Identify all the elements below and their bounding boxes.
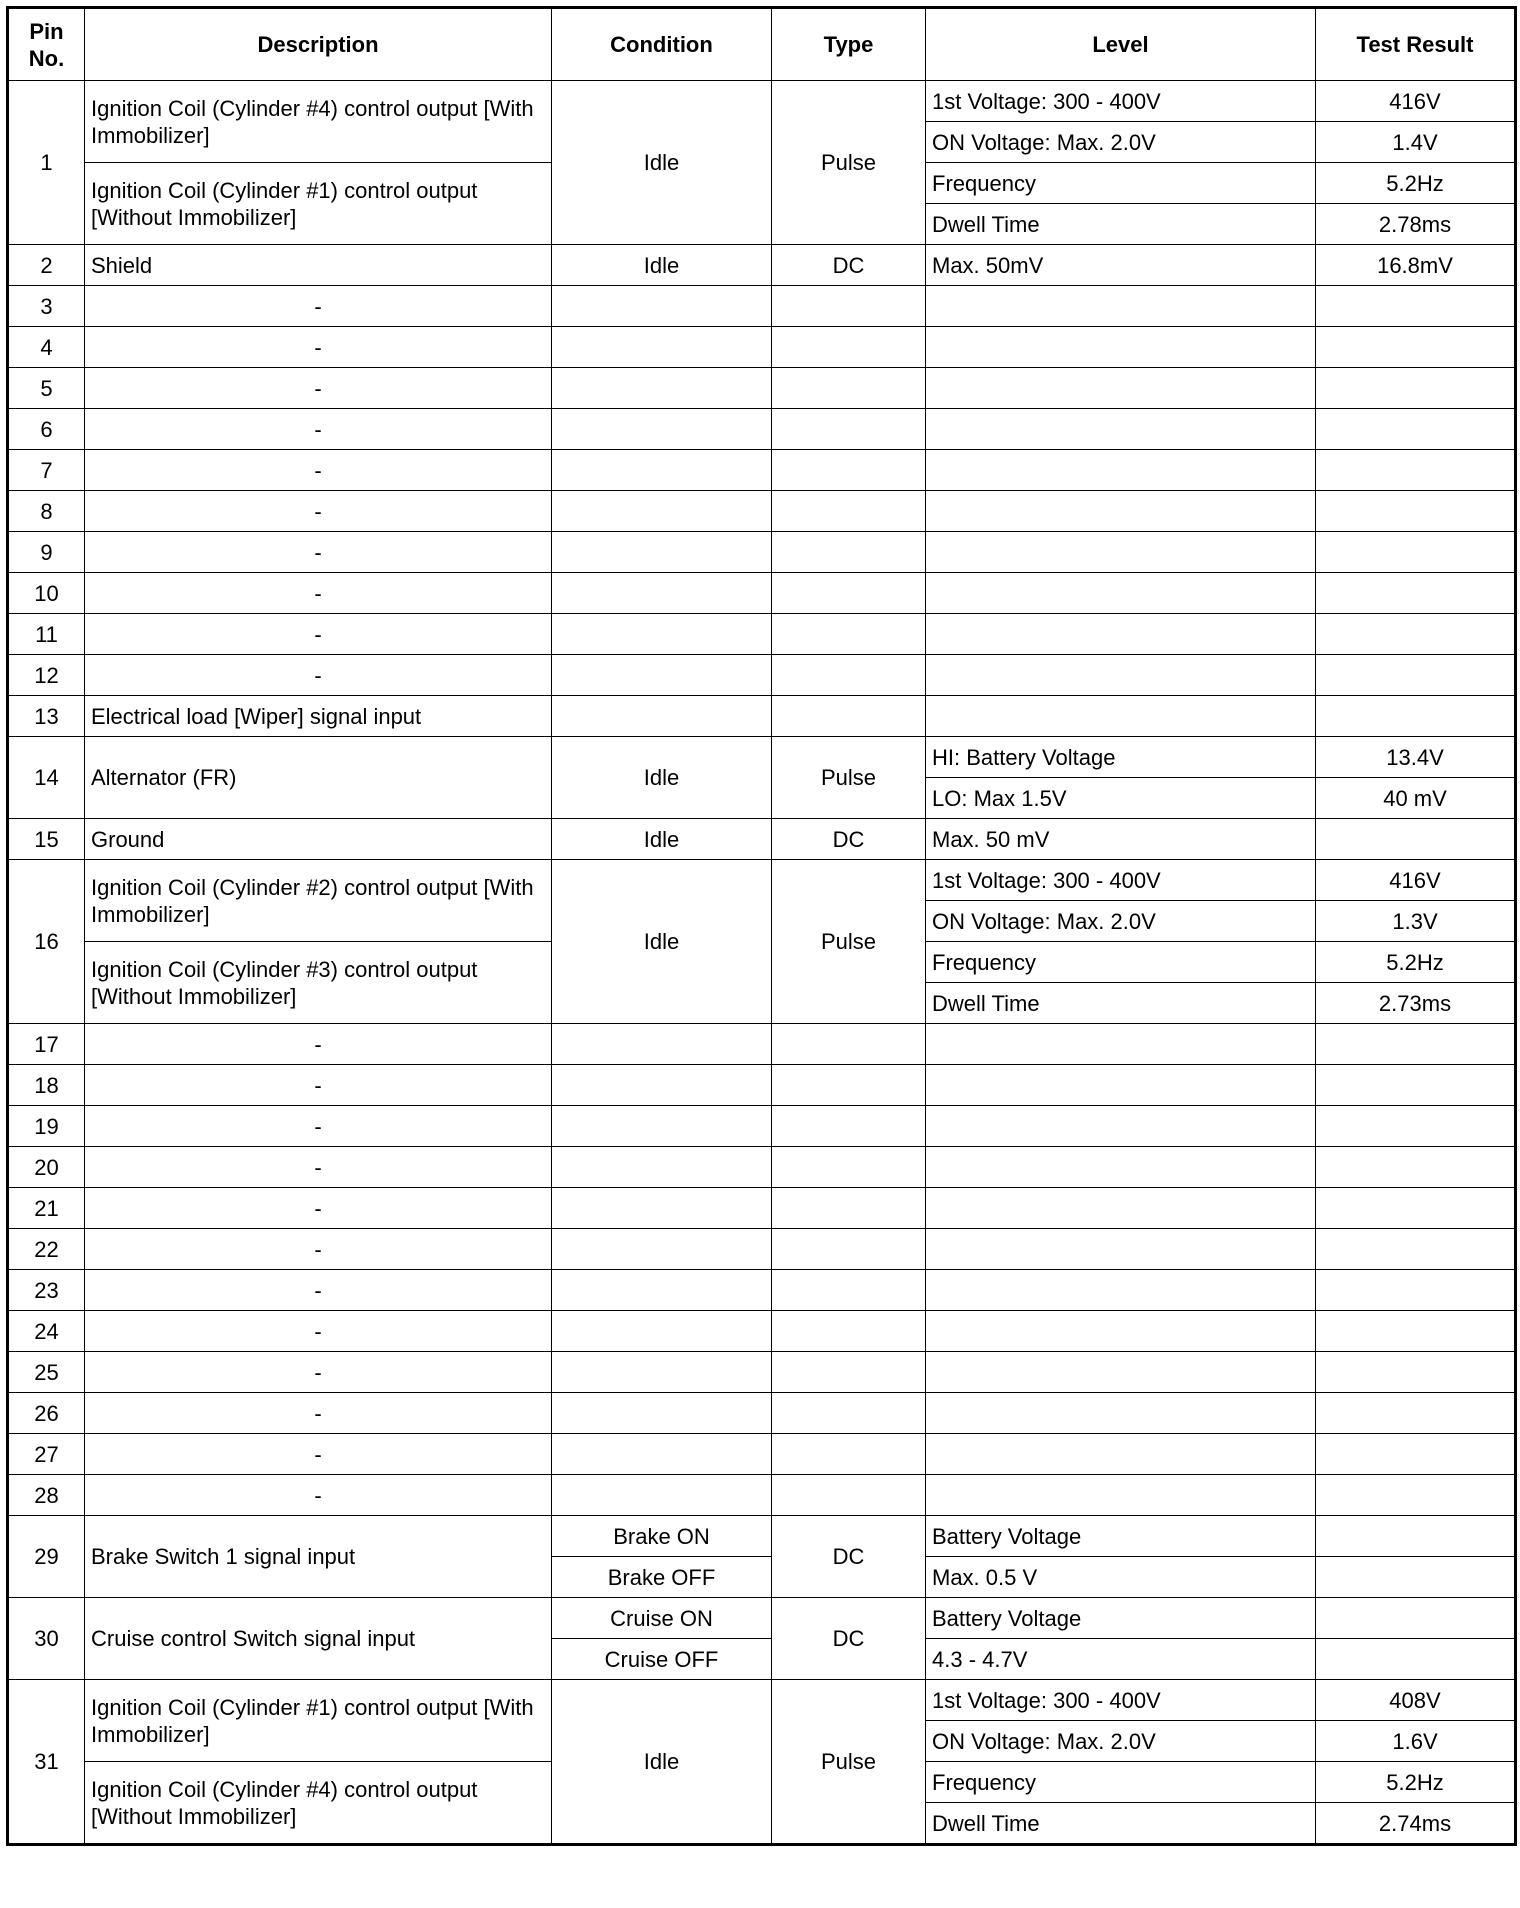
test-result (1316, 1229, 1516, 1270)
signal-type (772, 327, 926, 368)
description: - (85, 1475, 552, 1516)
level: Max. 50 mV (926, 819, 1316, 860)
level (926, 1311, 1316, 1352)
level (926, 696, 1316, 737)
description: - (85, 1106, 552, 1147)
test-result: 40 mV (1316, 778, 1516, 819)
test-result: 416V (1316, 860, 1516, 901)
table-row (8, 614, 1516, 655)
table-row (8, 327, 1516, 368)
pin-number: 18 (8, 1065, 85, 1106)
condition (552, 327, 772, 368)
signal-type (772, 696, 926, 737)
level: Frequency (926, 942, 1316, 983)
condition (552, 1311, 772, 1352)
signal-type (772, 1434, 926, 1475)
test-result (1316, 1516, 1516, 1557)
level: 4.3 - 4.7V (926, 1639, 1316, 1680)
table-row (8, 450, 1516, 491)
table-row (8, 1434, 1516, 1475)
level (926, 286, 1316, 327)
description: - (85, 409, 552, 450)
description: Ignition Coil (Cylinder #1) control output [With Immobilizer] (85, 1680, 552, 1762)
pin-number: 30 (8, 1598, 85, 1680)
test-result (1316, 1434, 1516, 1475)
pin-number: 3 (8, 286, 85, 327)
condition (552, 1270, 772, 1311)
level (926, 327, 1316, 368)
level (926, 1024, 1316, 1065)
level: Frequency (926, 1762, 1316, 1803)
test-result (1316, 1188, 1516, 1229)
level: 1st Voltage: 300 - 400V (926, 1680, 1316, 1721)
test-result (1316, 1065, 1516, 1106)
pin-number: 9 (8, 532, 85, 573)
table-row (8, 1393, 1516, 1434)
condition: Idle (552, 81, 772, 245)
description: - (85, 1270, 552, 1311)
signal-type (772, 450, 926, 491)
description: Ignition Coil (Cylinder #4) control output [Without Immobilizer] (85, 1762, 552, 1845)
test-result (1316, 1147, 1516, 1188)
level (926, 1434, 1316, 1475)
test-result (1316, 819, 1516, 860)
signal-type (772, 1393, 926, 1434)
condition (552, 450, 772, 491)
table-row (8, 491, 1516, 532)
level (926, 450, 1316, 491)
table-row (8, 245, 1516, 286)
condition (552, 614, 772, 655)
level (926, 573, 1316, 614)
description: - (85, 1024, 552, 1065)
table-row (8, 737, 1516, 778)
description: - (85, 450, 552, 491)
condition (552, 1475, 772, 1516)
signal-type (772, 1311, 926, 1352)
level: ON Voltage: Max. 2.0V (926, 901, 1316, 942)
pin-number: 13 (8, 696, 85, 737)
test-result (1316, 655, 1516, 696)
signal-type: DC (772, 1598, 926, 1680)
condition: Idle (552, 860, 772, 1024)
test-result (1316, 327, 1516, 368)
description: - (85, 286, 552, 327)
condition (552, 286, 772, 327)
level (926, 1352, 1316, 1393)
level (926, 614, 1316, 655)
pin-number: 19 (8, 1106, 85, 1147)
condition: Brake OFF (552, 1557, 772, 1598)
condition: Cruise OFF (552, 1639, 772, 1680)
test-result: 2.73ms (1316, 983, 1516, 1024)
test-result (1316, 1106, 1516, 1147)
description: Ignition Coil (Cylinder #3) control output [Without Immobilizer] (85, 942, 552, 1024)
pin-number: 1 (8, 81, 85, 245)
description: Ignition Coil (Cylinder #2) control output [With Immobilizer] (85, 860, 552, 942)
description: Cruise control Switch signal input (85, 1598, 552, 1680)
description: - (85, 327, 552, 368)
table-row (8, 1516, 1516, 1557)
signal-type: DC (772, 1516, 926, 1598)
description: Ground (85, 819, 552, 860)
level (926, 1188, 1316, 1229)
level (926, 1147, 1316, 1188)
level: ON Voltage: Max. 2.0V (926, 122, 1316, 163)
table-row (8, 286, 1516, 327)
description: Shield (85, 245, 552, 286)
signal-type (772, 409, 926, 450)
condition (552, 1106, 772, 1147)
description: - (85, 614, 552, 655)
pin-number: 12 (8, 655, 85, 696)
level (926, 1475, 1316, 1516)
description: - (85, 368, 552, 409)
table-row (8, 1229, 1516, 1270)
signal-type (772, 655, 926, 696)
pin-number: 5 (8, 368, 85, 409)
description: - (85, 1147, 552, 1188)
test-result (1316, 1024, 1516, 1065)
condition (552, 696, 772, 737)
level (926, 532, 1316, 573)
test-result (1316, 573, 1516, 614)
level: 1st Voltage: 300 - 400V (926, 860, 1316, 901)
table-row (8, 1065, 1516, 1106)
table-row (8, 1147, 1516, 1188)
pin-number: 17 (8, 1024, 85, 1065)
level: Battery Voltage (926, 1516, 1316, 1557)
level: Max. 0.5 V (926, 1557, 1316, 1598)
signal-type (772, 573, 926, 614)
pin-number: 28 (8, 1475, 85, 1516)
table-row (8, 81, 1516, 122)
signal-type (772, 1024, 926, 1065)
level (926, 1065, 1316, 1106)
table-row (8, 532, 1516, 573)
signal-type: DC (772, 819, 926, 860)
level: ON Voltage: Max. 2.0V (926, 1721, 1316, 1762)
test-result: 13.4V (1316, 737, 1516, 778)
signal-type: Pulse (772, 1680, 926, 1845)
description: - (85, 1229, 552, 1270)
level (926, 1393, 1316, 1434)
table-row (8, 368, 1516, 409)
test-result: 2.78ms (1316, 204, 1516, 245)
condition (552, 491, 772, 532)
pin-number: 16 (8, 860, 85, 1024)
condition (552, 655, 772, 696)
test-result (1316, 1393, 1516, 1434)
level: HI: Battery Voltage (926, 737, 1316, 778)
test-result (1316, 409, 1516, 450)
level (926, 368, 1316, 409)
signal-type: DC (772, 245, 926, 286)
description: - (85, 491, 552, 532)
description: Electrical load [Wiper] signal input (85, 696, 552, 737)
description: Alternator (FR) (85, 737, 552, 819)
pin-number: 7 (8, 450, 85, 491)
table-row (8, 1106, 1516, 1147)
test-result: 1.3V (1316, 901, 1516, 942)
test-result (1316, 1639, 1516, 1680)
header-row (8, 8, 1516, 81)
table-row (8, 1311, 1516, 1352)
level: Frequency (926, 163, 1316, 204)
pin-number: 29 (8, 1516, 85, 1598)
header-level: Level (926, 8, 1316, 81)
test-result: 16.8mV (1316, 245, 1516, 286)
header-description: Description (85, 8, 552, 81)
condition (552, 368, 772, 409)
description: - (85, 1188, 552, 1229)
table-row (8, 1598, 1516, 1639)
condition: Idle (552, 245, 772, 286)
test-result: 5.2Hz (1316, 942, 1516, 983)
table-row (8, 819, 1516, 860)
description: - (85, 573, 552, 614)
description: Ignition Coil (Cylinder #1) control output [Without Immobilizer] (85, 163, 552, 245)
test-result: 5.2Hz (1316, 1762, 1516, 1803)
test-result: 2.74ms (1316, 1803, 1516, 1845)
description: Brake Switch 1 signal input (85, 1516, 552, 1598)
pin-number: 15 (8, 819, 85, 860)
test-result (1316, 1598, 1516, 1639)
test-result: 416V (1316, 81, 1516, 122)
description: - (85, 532, 552, 573)
description: - (85, 655, 552, 696)
signal-type (772, 1475, 926, 1516)
level: Max. 50mV (926, 245, 1316, 286)
test-result (1316, 614, 1516, 655)
level (926, 1106, 1316, 1147)
test-result: 1.4V (1316, 122, 1516, 163)
header-condition: Condition (552, 8, 772, 81)
test-result: 5.2Hz (1316, 163, 1516, 204)
pin-number: 24 (8, 1311, 85, 1352)
test-result: 1.6V (1316, 1721, 1516, 1762)
table-row (8, 860, 1516, 901)
signal-type (772, 286, 926, 327)
condition: Idle (552, 819, 772, 860)
description: - (85, 1065, 552, 1106)
test-result (1316, 1352, 1516, 1393)
level: 1st Voltage: 300 - 400V (926, 81, 1316, 122)
pin-number: 22 (8, 1229, 85, 1270)
level (926, 491, 1316, 532)
signal-type (772, 1147, 926, 1188)
signal-type (772, 1065, 926, 1106)
test-result (1316, 1475, 1516, 1516)
level: Dwell Time (926, 983, 1316, 1024)
header-pin: Pin No. (8, 8, 85, 81)
level (926, 1270, 1316, 1311)
condition (552, 532, 772, 573)
condition (552, 1393, 772, 1434)
table-row (8, 573, 1516, 614)
test-result (1316, 450, 1516, 491)
condition (552, 1065, 772, 1106)
signal-type: Pulse (772, 860, 926, 1024)
signal-type: Pulse (772, 81, 926, 245)
signal-type (772, 614, 926, 655)
table-row (8, 1352, 1516, 1393)
test-result (1316, 1270, 1516, 1311)
condition (552, 573, 772, 614)
signal-type (772, 1106, 926, 1147)
table-row (8, 1270, 1516, 1311)
test-result (1316, 491, 1516, 532)
table-row (8, 655, 1516, 696)
pin-test-table (6, 6, 1517, 1846)
condition (552, 1024, 772, 1065)
condition: Cruise ON (552, 1598, 772, 1639)
pin-number: 4 (8, 327, 85, 368)
description: - (85, 1393, 552, 1434)
description: - (85, 1434, 552, 1475)
header-test-result: Test Result (1316, 8, 1516, 81)
level (926, 1229, 1316, 1270)
header-type: Type (772, 8, 926, 81)
signal-type (772, 1229, 926, 1270)
level (926, 409, 1316, 450)
description: Ignition Coil (Cylinder #4) control output [With Immobilizer] (85, 81, 552, 163)
condition (552, 1434, 772, 1475)
pin-number: 20 (8, 1147, 85, 1188)
test-result: 408V (1316, 1680, 1516, 1721)
signal-type: Pulse (772, 737, 926, 819)
description: - (85, 1352, 552, 1393)
level: LO: Max 1.5V (926, 778, 1316, 819)
signal-type (772, 532, 926, 573)
signal-type (772, 491, 926, 532)
signal-type (772, 368, 926, 409)
signal-type (772, 1188, 926, 1229)
pin-number: 11 (8, 614, 85, 655)
pin-number: 31 (8, 1680, 85, 1845)
table-row (8, 696, 1516, 737)
test-result (1316, 1311, 1516, 1352)
condition (552, 1188, 772, 1229)
condition: Brake ON (552, 1516, 772, 1557)
pin-number: 27 (8, 1434, 85, 1475)
level: Dwell Time (926, 1803, 1316, 1845)
condition (552, 1229, 772, 1270)
test-result (1316, 1557, 1516, 1598)
signal-type (772, 1352, 926, 1393)
condition: Idle (552, 737, 772, 819)
table-row (8, 409, 1516, 450)
level (926, 655, 1316, 696)
pin-number: 2 (8, 245, 85, 286)
level: Battery Voltage (926, 1598, 1316, 1639)
pin-number: 21 (8, 1188, 85, 1229)
pin-number: 14 (8, 737, 85, 819)
condition (552, 1352, 772, 1393)
pin-number: 6 (8, 409, 85, 450)
condition (552, 1147, 772, 1188)
table-row (8, 1024, 1516, 1065)
condition (552, 409, 772, 450)
pin-number: 23 (8, 1270, 85, 1311)
test-result (1316, 696, 1516, 737)
test-result (1316, 286, 1516, 327)
pin-number: 8 (8, 491, 85, 532)
condition: Idle (552, 1680, 772, 1845)
pin-number: 25 (8, 1352, 85, 1393)
level: Dwell Time (926, 204, 1316, 245)
table-row (8, 1188, 1516, 1229)
description: - (85, 1311, 552, 1352)
signal-type (772, 1270, 926, 1311)
table-row (8, 1475, 1516, 1516)
test-result (1316, 368, 1516, 409)
pin-number: 10 (8, 573, 85, 614)
table-row (8, 1680, 1516, 1721)
test-result (1316, 532, 1516, 573)
pin-number: 26 (8, 1393, 85, 1434)
